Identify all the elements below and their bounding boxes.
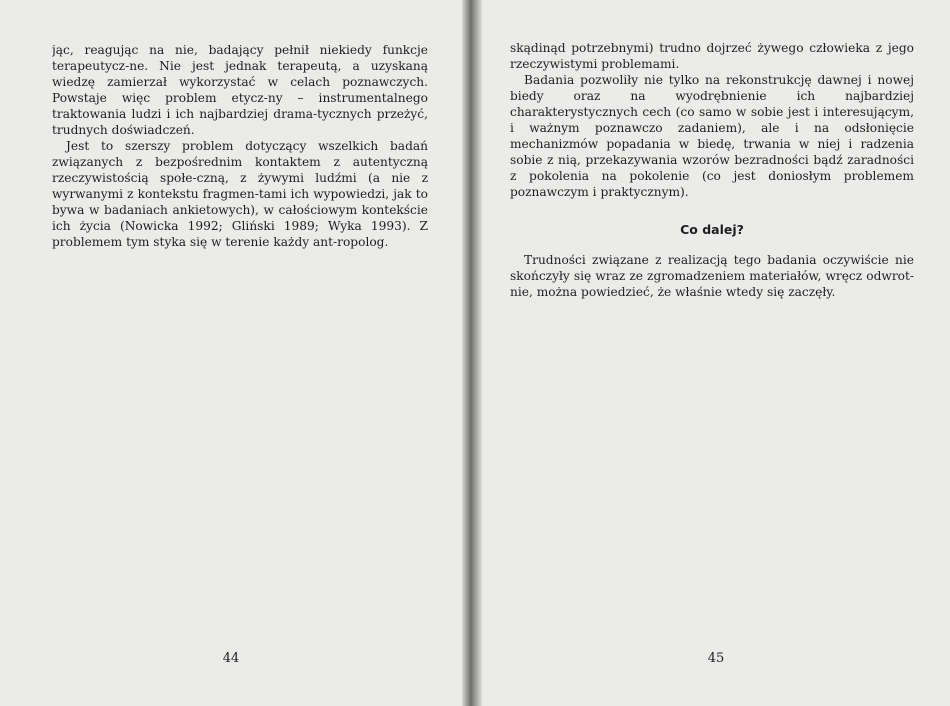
paragraph bbox=[52, 266, 428, 282]
paragraph: Badania pozwoliły nie tylko na rekonstrukcję dawnej i nowej biedy oraz na wyodrębnienie ich najbardziej charakterystycznych cech (co samo w sobie jest i interesującym, i ważnym poznawczo zadaniem), ale i na odsłonięcie mechanizmów popadania w biedę, trwania w niej i radzenia sobie z nią, przekazywania wzorów bezradności bądź zaradności z pokolenia na pokolenie (co jest doniosłym problemem poznawczym i praktycznym). bbox=[510, 73, 914, 199]
paragraph bbox=[52, 282, 428, 298]
book-gutter bbox=[462, 0, 482, 706]
paragraph bbox=[510, 300, 914, 316]
paragraph: Jest to szerszy problem dotyczący wszelkich badań związanych z bezpośrednim kontaktem z autentyczną rzeczywistością społe-czną, z żywymi ludźmi (a nie z wyrwanymi z kontekstu fragmen-tami ich wypowiedzi, jak to bywa w badaniach ankietowych), w całościowym kontekście ich życia (Nowicka 1992; Gliński 1989; Wyka 1993). Z problemem tym styka się w terenie każdy ant-ropolog. bbox=[52, 139, 428, 249]
paragraph bbox=[52, 250, 428, 266]
paragraph: skądinąd potrzebnymi) trudno dojrzeć żywego człowieka z jego rzeczywistymi problemami. bbox=[510, 41, 914, 71]
right-page-text bbox=[510, 40, 914, 630]
right-page bbox=[482, 0, 950, 706]
left-page bbox=[0, 0, 462, 706]
page-number: 44 bbox=[222, 651, 240, 666]
paragraph bbox=[510, 316, 914, 332]
left-page-text bbox=[52, 42, 428, 632]
section-heading: Co dalej? bbox=[680, 222, 744, 237]
page-number: 45 bbox=[707, 651, 725, 666]
paragraph: jąc, reagując na nie, badający pełnił niekiedy funkcje terapeutycz-ne. Nie jest jednak terapeutą, a uzyskaną wiedzę zamierzał wykorzystać w celach poznawczych. Powstaje więc problem etycz-ny – instrumentalnego traktowania ludzi i ich najbardziej drama-tycznych przeżyć, trudnych doświadczeń. bbox=[52, 43, 428, 137]
paragraph: Trudności związane z realizacją tego badania oczywiście nie skończyły się wraz ze zgromadzeniem materiałów, wręcz odwrot-nie, można powiedzieć, że właśnie wtedy się zaczęły. bbox=[510, 253, 914, 299]
